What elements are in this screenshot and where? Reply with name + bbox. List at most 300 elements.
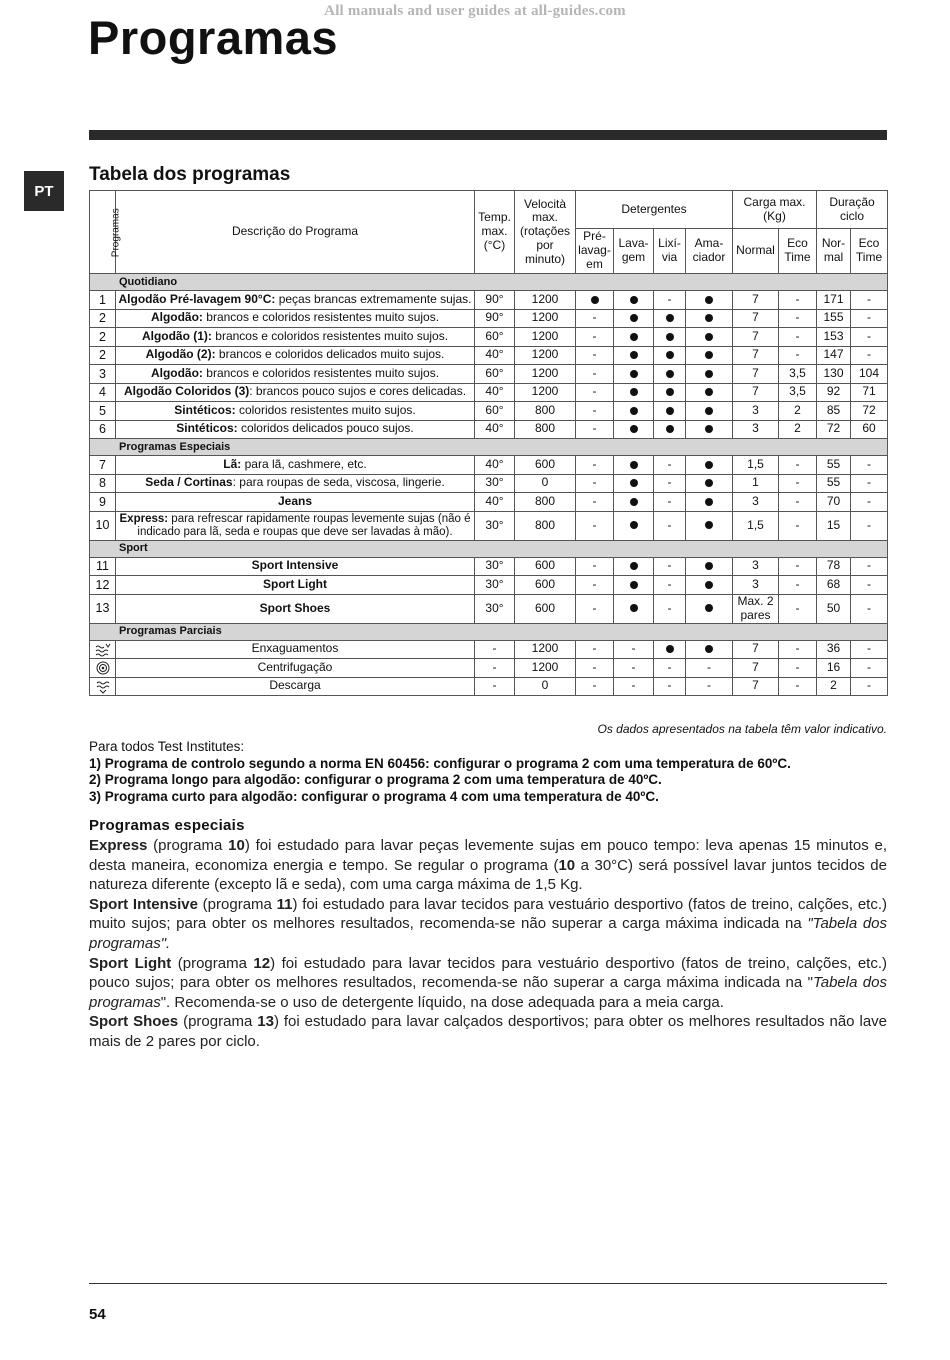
- dot-icon: [614, 309, 654, 328]
- dot-icon: [614, 383, 654, 402]
- dot-icon: [705, 388, 713, 396]
- cell-dn: 55: [817, 456, 851, 475]
- program-detail: : brancos pouco sujos e cores delicadas.: [249, 384, 467, 399]
- cell-cn: 7: [733, 309, 779, 328]
- drain-icon: [90, 677, 116, 696]
- dot-icon: [614, 557, 654, 576]
- program-number: 2: [90, 346, 116, 365]
- header-programas-label: Programas: [110, 208, 122, 258]
- program-description: [116, 659, 475, 678]
- cell-spin: 1200: [515, 346, 576, 365]
- cell-pre: -: [576, 402, 614, 421]
- table-row: [90, 576, 888, 595]
- cell-cn: 3: [733, 557, 779, 576]
- cell-ce: -: [779, 493, 817, 512]
- dot-icon: [686, 346, 733, 365]
- program-description: [116, 309, 475, 328]
- cell-cn: 7: [733, 659, 779, 678]
- program-name: Seda / Cortinas: [145, 475, 233, 490]
- cell-dn: 36: [817, 640, 851, 659]
- dot-icon: [614, 365, 654, 384]
- group-label: Quotidiano: [90, 274, 888, 291]
- cell-ce: 2: [779, 420, 817, 439]
- cell-lix: -: [654, 576, 686, 595]
- dot-icon: [705, 645, 713, 653]
- header-programas: [90, 191, 122, 274]
- program-description: [116, 511, 475, 540]
- cell-lix: -: [654, 456, 686, 475]
- dot-icon: [666, 645, 674, 653]
- dot-icon: [686, 420, 733, 439]
- program-detail: : para roupas de seda, viscosa, lingerie.: [232, 475, 445, 490]
- cell-spin: 1200: [515, 309, 576, 328]
- table-row: [90, 291, 888, 310]
- dot-icon: [630, 333, 638, 341]
- cell-lav: -: [614, 640, 654, 659]
- cell-de: -: [851, 576, 888, 595]
- cell-lix: -: [654, 677, 686, 696]
- cell-cn: 7: [733, 365, 779, 384]
- rinse-icon: [90, 640, 116, 659]
- cell-de: -: [851, 677, 888, 696]
- cell-ce: -: [779, 474, 817, 493]
- program-number: 10: [90, 511, 116, 540]
- cell-cn: 3: [733, 402, 779, 421]
- dot-icon: [705, 604, 713, 612]
- cell-pre: -: [576, 659, 614, 678]
- cell-lav: -: [614, 659, 654, 678]
- programs-table-body: [90, 274, 888, 696]
- program-detail: peças brancas extremamente sujas.: [275, 291, 472, 306]
- program-name: Algodão Coloridos (3): [123, 384, 250, 399]
- program-name: Jeans: [277, 493, 313, 508]
- dot-icon: [630, 581, 638, 589]
- header-carga: Carga max. (Kg): [733, 191, 817, 229]
- dot-icon: [654, 383, 686, 402]
- institutes-heading: Para todos Test Institutes:: [89, 739, 245, 754]
- cell-lix: -: [654, 474, 686, 493]
- dot-icon: [630, 314, 638, 322]
- cell-spin: 0: [515, 474, 576, 493]
- cell-de: 72: [851, 402, 888, 421]
- cell-spin: 1200: [515, 365, 576, 384]
- cell-pre: -: [576, 576, 614, 595]
- cell-ce: 3,5: [779, 383, 817, 402]
- cell-de: -: [851, 594, 888, 623]
- table-row: [90, 456, 888, 475]
- cell-dn: 153: [817, 328, 851, 347]
- page-number: 54: [89, 1306, 106, 1323]
- group-label: Sport: [90, 540, 888, 557]
- institutes-line: 2) Programa longo para algodão: configurar o programa 2 com uma temperatura de 40ºC.: [89, 772, 662, 787]
- dot-icon: [654, 365, 686, 384]
- program-description: [116, 677, 475, 696]
- cell-dn: 78: [817, 557, 851, 576]
- cell-ce: -: [779, 309, 817, 328]
- cell-temp: 90°: [475, 291, 515, 310]
- cell-lix: -: [654, 493, 686, 512]
- dot-icon: [630, 296, 638, 304]
- cell-ce: -: [779, 576, 817, 595]
- cell-ce: -: [779, 456, 817, 475]
- table-row: [90, 309, 888, 328]
- program-detail: para lã, cashmere, etc.: [241, 456, 367, 471]
- dot-icon: [686, 383, 733, 402]
- group-label: Programas Especiais: [90, 439, 888, 456]
- cell-pre: -: [576, 456, 614, 475]
- watermark: All manuals and user guides at all-guides.com: [324, 3, 626, 19]
- table-row: [90, 640, 888, 659]
- cell-dn: 16: [817, 659, 851, 678]
- dot-icon: [630, 479, 638, 487]
- cell-ce: 2: [779, 402, 817, 421]
- cell-de: -: [851, 557, 888, 576]
- table-row: [90, 420, 888, 439]
- dot-icon: [654, 420, 686, 439]
- header-detergentes: Detergentes: [576, 191, 733, 229]
- program-name: Algodão (2):: [145, 347, 216, 362]
- group-header-row: [90, 274, 888, 291]
- program-detail: coloridos delicados pouco sujos.: [237, 421, 414, 436]
- header-carga-eco: Eco Time: [779, 229, 817, 274]
- table-row: [90, 677, 888, 696]
- cell-dn: 171: [817, 291, 851, 310]
- cell-temp: 40°: [475, 420, 515, 439]
- program-number: 1: [90, 291, 116, 310]
- cell-de: -: [851, 659, 888, 678]
- dot-icon: [705, 498, 713, 506]
- group-header-row: [90, 439, 888, 456]
- program-detail: Centrifugação: [257, 659, 333, 674]
- institutes-line: 3) Programa curto para algodão: configurar o programa 4 com uma temperatura de 40ºC.: [89, 788, 659, 804]
- dot-icon: [614, 576, 654, 595]
- cell-pre: -: [576, 420, 614, 439]
- dot-icon: [654, 640, 686, 659]
- cell-ama: -: [686, 659, 733, 678]
- group-header-row: [90, 540, 888, 557]
- cell-pre: -: [576, 511, 614, 540]
- program-name: Sport Light: [263, 576, 327, 591]
- cell-cn: 7: [733, 677, 779, 696]
- program-name: Express:: [119, 512, 169, 525]
- cell-lix: -: [654, 557, 686, 576]
- program-description: [116, 456, 475, 475]
- cell-dn: 55: [817, 474, 851, 493]
- cell-lix: -: [654, 659, 686, 678]
- cell-temp: -: [475, 640, 515, 659]
- cell-cn: 1,5: [733, 511, 779, 540]
- dot-icon: [666, 351, 674, 359]
- cell-pre: -: [576, 557, 614, 576]
- dot-icon: [705, 351, 713, 359]
- cell-temp: -: [475, 659, 515, 678]
- section-title: Tabela dos programas: [89, 164, 291, 185]
- dot-icon: [686, 640, 733, 659]
- cell-cn: 3: [733, 493, 779, 512]
- cell-ce: -: [779, 328, 817, 347]
- cell-cn: 3: [733, 576, 779, 595]
- express-paragraph: Express (programa 10) foi estudado para lavar peças levemente sujas em pouco tempo: leva apenas 15 minutos e, desta maneira, economiza energia e tempo. Se regular o programa (10 a 30°C) será possível lavar juntos tecidos de natureza diferente (excepto lã e seda), com uma carga máxima de 1,5 Kg.: [89, 837, 887, 894]
- cell-cn: 7: [733, 346, 779, 365]
- dot-icon: [630, 521, 638, 529]
- program-detail: coloridos resistentes muito sujos.: [235, 402, 416, 417]
- program-number: 13: [90, 594, 116, 623]
- cell-de: -: [851, 493, 888, 512]
- dot-icon: [705, 425, 713, 433]
- cell-temp: 30°: [475, 576, 515, 595]
- cell-temp: 60°: [475, 365, 515, 384]
- dot-icon: [705, 581, 713, 589]
- cell-lix: -: [654, 291, 686, 310]
- group-header-row: [90, 623, 888, 640]
- cell-dn: 92: [817, 383, 851, 402]
- header-carga-normal: Normal: [733, 229, 779, 274]
- header-temp: Temp. max. (°C): [475, 191, 515, 274]
- program-name: Sport Intensive: [251, 558, 339, 573]
- cell-spin: 1200: [515, 328, 576, 347]
- cell-spin: 1200: [515, 659, 576, 678]
- table-row: [90, 383, 888, 402]
- cell-temp: 30°: [475, 594, 515, 623]
- dot-icon: [666, 333, 674, 341]
- program-name: Sport Shoes: [259, 600, 331, 615]
- cell-ce: -: [779, 659, 817, 678]
- dot-icon: [666, 425, 674, 433]
- dot-icon: [705, 333, 713, 341]
- cell-ce: -: [779, 511, 817, 540]
- header-duracao: Duração ciclo: [817, 191, 888, 229]
- cell-cn: 7: [733, 328, 779, 347]
- spin-icon: [90, 659, 116, 678]
- program-detail: brancos e coloridos delicados muito sujos.: [215, 347, 445, 362]
- cell-cn: 7: [733, 291, 779, 310]
- program-description: [116, 402, 475, 421]
- program-detail: brancos e coloridos resistentes muito sujos.: [211, 328, 449, 343]
- program-description: [116, 493, 475, 512]
- cell-ce: -: [779, 557, 817, 576]
- dot-icon: [686, 557, 733, 576]
- table-row: [90, 511, 888, 540]
- table-row: [90, 557, 888, 576]
- cell-ce: -: [779, 677, 817, 696]
- program-detail: Descarga: [269, 678, 321, 693]
- dot-icon: [614, 493, 654, 512]
- program-number: 9: [90, 493, 116, 512]
- cell-spin: 600: [515, 594, 576, 623]
- dot-icon: [705, 479, 713, 487]
- dot-icon: [614, 420, 654, 439]
- dot-icon: [614, 346, 654, 365]
- cell-cn: 7: [733, 640, 779, 659]
- dot-icon: [630, 425, 638, 433]
- cell-temp: 30°: [475, 557, 515, 576]
- header-amaciador: Ama- ciador: [686, 229, 733, 274]
- dot-icon: [576, 291, 614, 310]
- cell-spin: 800: [515, 402, 576, 421]
- dot-icon: [630, 604, 638, 612]
- program-name: Sintéticos:: [174, 402, 236, 417]
- cell-pre: -: [576, 677, 614, 696]
- sport-light-paragraph: Sport Light (programa 12) foi estudado para lavar tecidos para vestuário desportivo (fatos de treino, calções, etc.) pouco sujos; para obter os melhores resultados, recomenda-se não superar a carga máxima indicada na "Tabela dos programas". Recomenda-se o uso de detergente líquido, na dose adequada para a meia carga.: [89, 954, 887, 1011]
- cell-dn: 68: [817, 576, 851, 595]
- header-descricao: Descrição do Programa: [116, 191, 475, 274]
- program-description: [116, 420, 475, 439]
- cell-dn: 15: [817, 511, 851, 540]
- dot-icon: [614, 456, 654, 475]
- dot-icon: [686, 402, 733, 421]
- cell-temp: -: [475, 677, 515, 696]
- cell-ce: -: [779, 594, 817, 623]
- cell-de: 104: [851, 365, 888, 384]
- program-description: [116, 328, 475, 347]
- header-duracao-eco: Eco Time: [851, 229, 888, 274]
- cell-temp: 30°: [475, 511, 515, 540]
- program-number: 2: [90, 328, 116, 347]
- cell-pre: -: [576, 594, 614, 623]
- cell-pre: -: [576, 346, 614, 365]
- footer-rule: [89, 1283, 887, 1284]
- cell-spin: 1200: [515, 383, 576, 402]
- cell-pre: -: [576, 640, 614, 659]
- cell-temp: 40°: [475, 493, 515, 512]
- cell-de: -: [851, 309, 888, 328]
- cell-pre: -: [576, 493, 614, 512]
- cell-cn: 1: [733, 474, 779, 493]
- cell-cn: Max. 2 pares: [733, 594, 779, 623]
- cell-pre: -: [576, 309, 614, 328]
- program-number: 12: [90, 576, 116, 595]
- dot-icon: [686, 309, 733, 328]
- cell-spin: 600: [515, 557, 576, 576]
- programs-table: [89, 190, 888, 696]
- program-detail: brancos e coloridos resistentes muito sujos.: [202, 365, 440, 380]
- cell-dn: 50: [817, 594, 851, 623]
- program-description: [116, 557, 475, 576]
- program-name: Lã:: [223, 456, 242, 471]
- cell-de: 71: [851, 383, 888, 402]
- cell-pre: -: [576, 383, 614, 402]
- cell-lix: -: [654, 511, 686, 540]
- table-row: [90, 474, 888, 493]
- dot-icon: [614, 402, 654, 421]
- dot-icon: [686, 365, 733, 384]
- cell-pre: -: [576, 365, 614, 384]
- dot-icon: [614, 511, 654, 540]
- cell-lix: -: [654, 594, 686, 623]
- dot-icon: [686, 576, 733, 595]
- dot-icon: [630, 370, 638, 378]
- sport-intensive-paragraph: Sport Intensive (programa 11) foi estudado para lavar tecidos para vestuário desportivo (fatos de treino, calções, etc.) muito sujos; para obter os melhores resultados, recomenda-se não superar a carga máxima indicada na "Tabela dos programas".: [89, 895, 887, 952]
- dot-icon: [630, 562, 638, 570]
- dot-icon: [686, 456, 733, 475]
- program-detail: Enxaguamentos: [251, 641, 339, 656]
- cell-de: -: [851, 328, 888, 347]
- dot-icon: [591, 296, 599, 304]
- dot-icon: [654, 402, 686, 421]
- cell-de: 60: [851, 420, 888, 439]
- language-tab: PT: [24, 171, 64, 211]
- cell-spin: 1200: [515, 291, 576, 310]
- cell-spin: 600: [515, 576, 576, 595]
- cell-temp: 40°: [475, 383, 515, 402]
- special-programs-title: Programas especiais: [89, 817, 245, 834]
- cell-spin: 1200: [515, 640, 576, 659]
- dot-icon: [705, 562, 713, 570]
- program-detail: para refrescar rapidamente roupas levemente sujas (não é indicado para lã, seda e roupas que deve ser lavadas à mão).: [137, 512, 471, 538]
- program-number: 7: [90, 456, 116, 475]
- cell-spin: 600: [515, 456, 576, 475]
- cell-ce: 3,5: [779, 365, 817, 384]
- cell-temp: 40°: [475, 346, 515, 365]
- program-number: 8: [90, 474, 116, 493]
- dot-icon: [614, 594, 654, 623]
- dot-icon: [686, 493, 733, 512]
- program-description: [116, 640, 475, 659]
- program-description: [116, 291, 475, 310]
- test-institutes-note: [89, 739, 791, 805]
- dot-icon: [705, 314, 713, 322]
- cell-de: -: [851, 640, 888, 659]
- table-row: [90, 346, 888, 365]
- program-name: Algodão Pré-lavagem 90°C:: [118, 291, 276, 306]
- cell-temp: 60°: [475, 328, 515, 347]
- special-programs-text: [89, 836, 887, 1052]
- cell-de: -: [851, 291, 888, 310]
- cell-de: -: [851, 346, 888, 365]
- dot-icon: [654, 346, 686, 365]
- program-description: [116, 365, 475, 384]
- dot-icon: [686, 328, 733, 347]
- table-row: [90, 328, 888, 347]
- program-number: 3: [90, 365, 116, 384]
- dot-icon: [666, 314, 674, 322]
- dot-icon: [705, 521, 713, 529]
- cell-de: -: [851, 474, 888, 493]
- cell-de: -: [851, 511, 888, 540]
- dot-icon: [705, 407, 713, 415]
- cell-dn: 2: [817, 677, 851, 696]
- program-detail: brancos e coloridos resistentes muito sujos.: [202, 310, 440, 325]
- header-prelavagem: Pré- lavag- em: [576, 229, 614, 274]
- table-row: [90, 365, 888, 384]
- header-lixivia: Lixí- via: [654, 229, 686, 274]
- sport-shoes-paragraph: Sport Shoes (programa 13) foi estudado para lavar calçados desportivos; para obter os melhores resultados não lave mais de 2 pares por ciclo.: [89, 1013, 887, 1050]
- program-name: Algodão (1):: [141, 328, 212, 343]
- dot-icon: [686, 291, 733, 310]
- table-row: [90, 659, 888, 678]
- program-name: Algodão:: [150, 310, 203, 325]
- program-number: 11: [90, 557, 116, 576]
- cell-ce: -: [779, 346, 817, 365]
- cell-temp: 40°: [475, 456, 515, 475]
- dot-icon: [614, 474, 654, 493]
- program-number: 6: [90, 420, 116, 439]
- page-title: Programas: [88, 11, 339, 64]
- cell-spin: 0: [515, 677, 576, 696]
- cell-ce: -: [779, 640, 817, 659]
- program-description: [116, 576, 475, 595]
- dot-icon: [686, 594, 733, 623]
- cell-temp: 60°: [475, 402, 515, 421]
- dot-icon: [614, 291, 654, 310]
- table-row: [90, 594, 888, 623]
- cell-dn: 147: [817, 346, 851, 365]
- dot-icon: [705, 370, 713, 378]
- cell-dn: 85: [817, 402, 851, 421]
- institutes-line: 1) Programa de controlo segundo a norma EN 60456: configurar o programa 2 com uma temperatura de 60ºC.: [89, 755, 791, 771]
- dot-icon: [630, 388, 638, 396]
- cell-dn: 70: [817, 493, 851, 512]
